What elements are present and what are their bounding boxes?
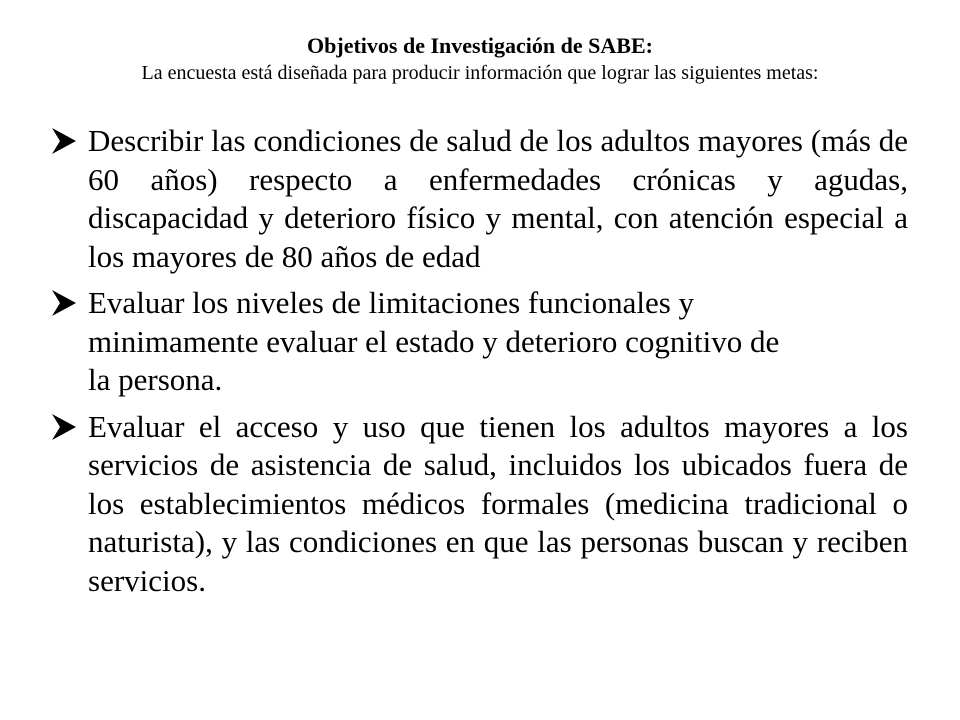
list-item-text: Describir las condiciones de salud de los adultos mayores (más de 60 años) respecto a enfermedades crónicas y agudas, discapacidad y deterioro físico y mental, con atención especial a los mayores de 80 años de edad bbox=[88, 123, 908, 274]
list-item-text: Evaluar el acceso y uso que tienen los adultos mayores a los servicios de asistencia de salud, incluidos los ubicados fuera de los establecimientos médicos formales (medicina tradicional o naturista), y las condiciones en que las personas buscan y reciben servicios. bbox=[88, 408, 908, 598]
list-item bbox=[50, 408, 908, 601]
objectives-list bbox=[50, 122, 908, 608]
list-item bbox=[50, 122, 908, 276]
arrowhead-bullet-icon bbox=[50, 410, 80, 444]
slide-header bbox=[0, 32, 960, 86]
slide-subtitle: La encuesta está diseñada para producir información que lograr las siguientes metas: bbox=[141, 62, 819, 84]
arrowhead-bullet-icon bbox=[50, 286, 80, 320]
arrowhead-bullet-icon bbox=[50, 124, 80, 158]
list-item bbox=[50, 284, 908, 400]
list-item-text: Evaluar los niveles de limitaciones funcionales y minimamente evaluar el estado y deterioro cognitivo de la persona. bbox=[88, 285, 780, 397]
slide-title: Objetivos de Investigación de SABE: bbox=[307, 33, 653, 58]
